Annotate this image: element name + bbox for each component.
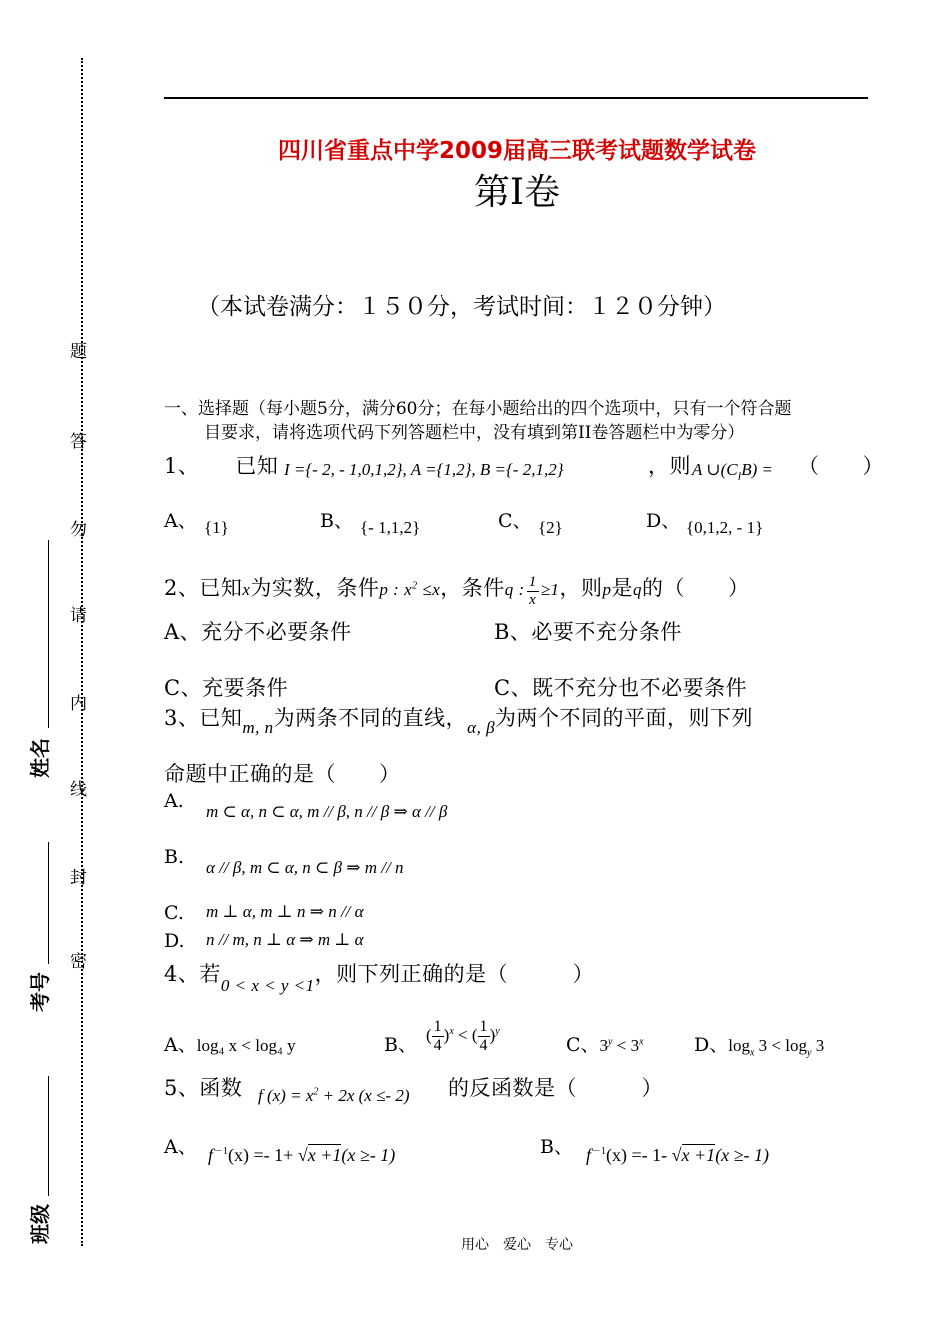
q2-frac-den: x bbox=[529, 591, 537, 608]
q5-stem bbox=[164, 1072, 242, 1102]
q3-text-2: 为两条不同的直线， bbox=[273, 706, 468, 730]
q4-option-b-label: B、 bbox=[384, 1034, 417, 1056]
q5-function: f $(x) = x^2 + 2x$ (x ≤- 2) bbox=[258, 1086, 410, 1105]
q5-option-b-math: $f^{-1}(x) =- 1-$ √x +1(x ≥- 1) bbox=[586, 1145, 770, 1165]
q3-text-1: 3、已知 bbox=[164, 706, 243, 730]
q4-option-d-label: D、 bbox=[694, 1034, 729, 1056]
q4-text-2: ，则下列正确的是（ ） bbox=[314, 962, 595, 986]
q1-option-b[interactable] bbox=[320, 506, 353, 533]
q4-stem bbox=[164, 958, 595, 995]
class-blank-line[interactable] bbox=[48, 1076, 49, 1196]
q4-option-c-math: $3^y < 3^x$ bbox=[599, 1036, 644, 1055]
q1-option-c[interactable] bbox=[498, 506, 532, 533]
q1-sets: I ={- 2, - 1,0,1,2}, A ={1,2}, B ={- 2,1,2} bbox=[284, 460, 564, 479]
q3-option-d-math: n // m, n ⊥ α ⇒ m ⊥ α bbox=[206, 930, 364, 949]
q3-option-d[interactable]: D. bbox=[164, 930, 185, 952]
q4-condition: 0 < x < y <1 bbox=[220, 976, 315, 995]
q5-option-b[interactable] bbox=[540, 1132, 573, 1159]
q1-option-d-label: D、 bbox=[646, 510, 681, 532]
q1-text: 已知 bbox=[235, 454, 279, 478]
side-char-4: 请 bbox=[66, 606, 86, 623]
q2-option-a[interactable]: A、充分不必要条件 bbox=[164, 620, 352, 644]
q2-var-q: q bbox=[633, 580, 643, 599]
q1-option-a-math: {1} bbox=[204, 518, 229, 537]
q4-option-a-label: A、 bbox=[164, 1034, 197, 1056]
name-label: 姓名 bbox=[28, 738, 52, 778]
q5-option-b-label: B、 bbox=[540, 1136, 573, 1158]
q3-option-c[interactable]: C. bbox=[164, 902, 184, 924]
q2-option-d[interactable]: C、既不充分也不必要条件 bbox=[494, 676, 748, 700]
q2-var-x: x bbox=[242, 580, 251, 599]
q3-option-a-math: m ⊂ α, n ⊂ α, m // β, n // β ⇒ α // β bbox=[206, 802, 448, 821]
q4-option-a[interactable] bbox=[164, 1030, 296, 1057]
id-label: 考号 bbox=[28, 972, 52, 1012]
q1-answer-paren: （ ） bbox=[798, 454, 884, 478]
q3-mn: m, n bbox=[242, 718, 274, 737]
q2-text-5: 是 bbox=[611, 576, 634, 600]
q1-option-d[interactable] bbox=[646, 506, 680, 533]
q1-stem bbox=[164, 450, 278, 480]
q4-option-b-math: ( $\frac{1}{4}$ )$^x$ < ( $\frac{1}{4}$ )$^y$ bbox=[426, 1018, 500, 1054]
class-label: 班级 bbox=[28, 1204, 52, 1244]
q2-text-3: ，条件 bbox=[440, 576, 505, 600]
q2-option-b[interactable]: B、必要不充分条件 bbox=[494, 620, 682, 644]
q4-option-b[interactable] bbox=[384, 1030, 417, 1057]
q2-option-c[interactable]: C、充要条件 bbox=[164, 676, 289, 700]
q5-option-a-label: A、 bbox=[164, 1136, 197, 1158]
q3-text-3: 为两个不同的平面，则下列 bbox=[495, 706, 754, 730]
q1-option-a-label: A、 bbox=[164, 510, 197, 532]
section-heading-line1: 一、选择题（每小题5分，满分60分；在每小题给出的四个选项中，只有一个符合题 bbox=[164, 399, 792, 419]
page-title: 四川省重点中学2009届高三联考试题数学试卷 bbox=[277, 138, 756, 164]
q1-option-a[interactable] bbox=[164, 506, 197, 533]
q1-expr: A ∪(C bbox=[692, 460, 738, 479]
q2-text-4: ，则 bbox=[559, 576, 603, 600]
id-blank-line[interactable] bbox=[48, 842, 49, 964]
q3-option-a[interactable]: A. bbox=[164, 790, 184, 812]
q3-option-b[interactable]: B. bbox=[164, 846, 185, 868]
side-char-2: 答 bbox=[66, 432, 86, 449]
binding-dotted-line bbox=[81, 58, 83, 1246]
q3-alpha-beta: α, β bbox=[467, 718, 496, 737]
header-rule bbox=[164, 97, 868, 99]
side-char-1: 题 bbox=[66, 342, 86, 359]
q5-option-a[interactable] bbox=[164, 1132, 197, 1159]
q5-text-2: 的反函数是（ ） bbox=[448, 1076, 663, 1100]
q1-comma: ，则 bbox=[648, 454, 691, 478]
q4-text-1: 4、若 bbox=[164, 962, 221, 986]
q2-text-2: 为实数，条件 bbox=[250, 576, 380, 600]
q1-number: 1、 bbox=[164, 454, 200, 478]
q2-cond-q: q : $\frac{1}{x}$ ≥1 bbox=[504, 573, 560, 608]
q1-option-b-label: B、 bbox=[320, 510, 353, 532]
q2-stem bbox=[164, 572, 750, 609]
q1-option-c-math: {2} bbox=[538, 518, 563, 537]
q2-var-p: p bbox=[602, 580, 612, 599]
q1-expression bbox=[692, 460, 773, 482]
side-char-7: 封 bbox=[66, 868, 86, 885]
q5-text-1: 5、函数 bbox=[164, 1076, 243, 1100]
q3-option-c-math: m ⊥ α, m ⊥ n ⇒ n // α bbox=[206, 902, 364, 921]
q1-expr-end: B) = bbox=[741, 460, 774, 479]
exam-meta: （本试卷满分：１５０分，考试时间：１２０分钟） bbox=[197, 294, 726, 320]
volume-title: 第I卷 bbox=[473, 172, 561, 213]
q1-option-d-math: {0,1,2, - 1} bbox=[686, 518, 764, 537]
q3-stem-line2: 命题中正确的是（ ） bbox=[164, 762, 401, 786]
q3-option-b-math: α // β, m ⊂ α, n ⊂ β ⇒ m // n bbox=[206, 858, 404, 877]
q1-option-b-math: {- 1,1,2} bbox=[360, 518, 421, 537]
side-char-8: 密 bbox=[66, 952, 86, 969]
side-char-6: 线 bbox=[66, 780, 86, 797]
q4-option-c-label: C、 bbox=[566, 1034, 600, 1056]
q2-text-6: 的（ ） bbox=[642, 576, 750, 600]
q4-option-d-math: $\log_x 3 < \log_y 3$ bbox=[728, 1036, 825, 1059]
q4-option-a-math: log₄ x < log₄ y bbox=[196, 1036, 296, 1055]
q4-option-c[interactable] bbox=[566, 1030, 644, 1057]
q2-text-1: 2、已知 bbox=[164, 576, 243, 600]
side-char-5: 内 bbox=[66, 694, 86, 711]
q1-option-c-label: C、 bbox=[498, 510, 532, 532]
q2-frac-num: 1 bbox=[528, 573, 537, 590]
q4-option-d[interactable] bbox=[694, 1030, 824, 1058]
q3-stem bbox=[164, 702, 754, 737]
page-footer: 用心 爱心 专心 bbox=[461, 1237, 573, 1253]
q2-cond-p: p : $x^2 \le x$ bbox=[379, 580, 441, 599]
name-blank-line[interactable] bbox=[48, 540, 49, 728]
q5-option-a-math: $f^{-1}(x) =- 1+ √x +1(x \ge- 1)$ bbox=[208, 1145, 396, 1165]
q1-expr-sub: I bbox=[737, 470, 742, 483]
section-heading-line2: 目要求，请将选项代码下列答题栏中，没有填到第II卷答题栏中为零分） bbox=[204, 423, 745, 443]
side-char-3: 勿 bbox=[66, 520, 86, 537]
